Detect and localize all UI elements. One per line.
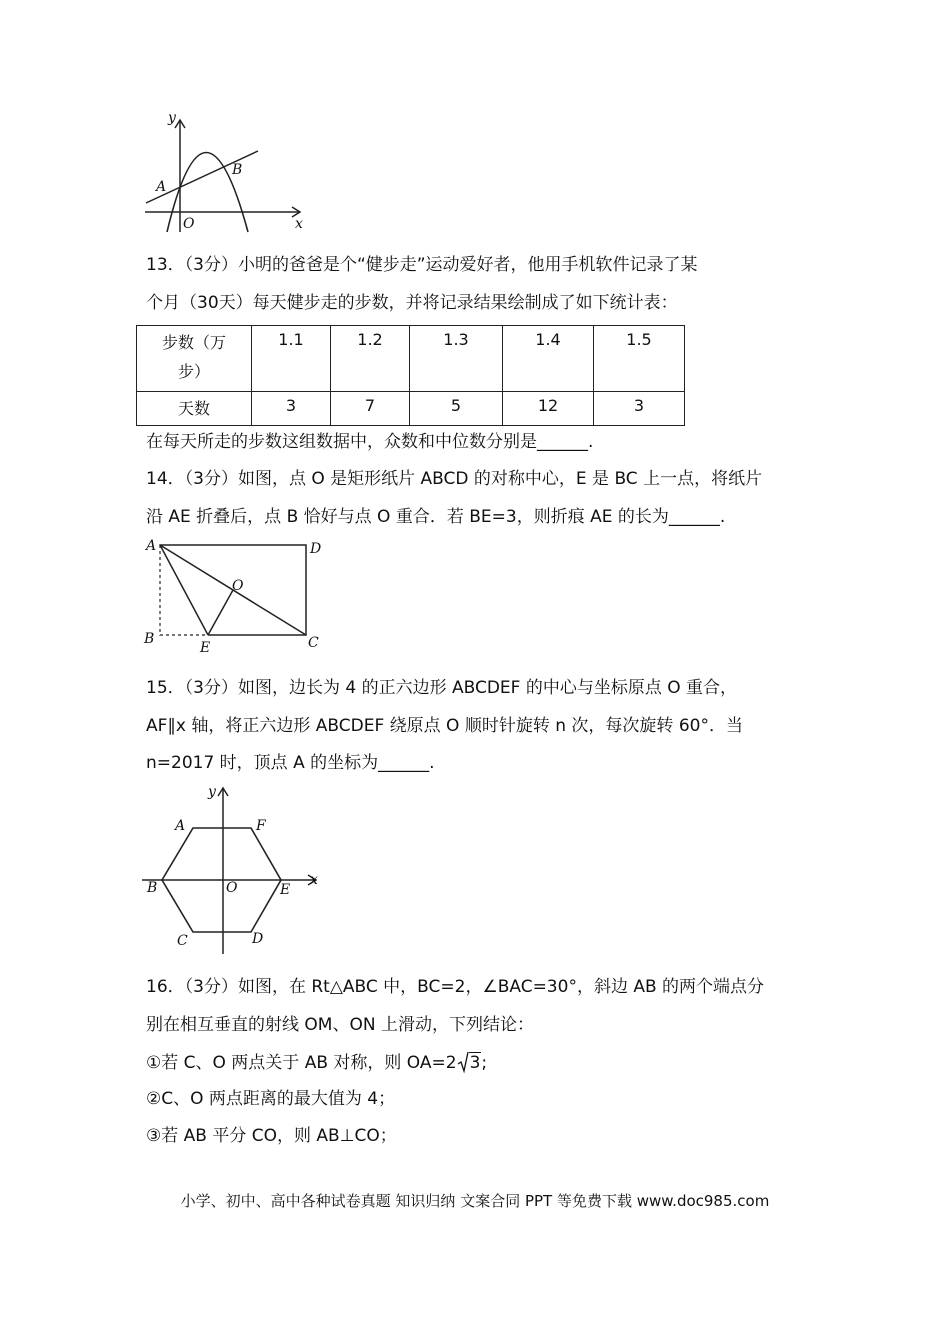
q16-conclusion1 [146, 1050, 487, 1075]
hexagon-figure [140, 780, 330, 955]
page-footer: 小学、初中、高中各种试卷真题 知识归纳 文案合同 PPT 等免费下载 www.doc985.com [180, 1192, 770, 1210]
parabola-line-figure [140, 108, 310, 236]
header-label-line1: 步数（万 [161, 333, 226, 352]
fig15-y-label: y [208, 784, 216, 800]
rectangle-fold-figure [140, 535, 340, 659]
sqrt-expression [457, 1050, 482, 1075]
table-cell: 3 [252, 392, 331, 426]
steps-table [136, 325, 685, 426]
q15-line3: n=2017 时，顶点 A 的坐标为______. [146, 753, 435, 773]
table-cell: 1.4 [503, 326, 594, 392]
radical-sign-icon [457, 1050, 469, 1074]
days-label-cell: 天数 [137, 392, 252, 426]
fig15-d-label: D [252, 931, 264, 947]
table-cell: 5 [410, 392, 503, 426]
fig14-c-label: C [308, 635, 319, 651]
fig12-b-label: B [232, 162, 243, 178]
q14-line2: 沿 AE 折叠后，点 B 恰好与点 O 重合．若 BE=3，则折痕 AE 的长为______. [146, 507, 726, 527]
table-cell: 1.1 [252, 326, 331, 392]
q16-c1-text: ①若 C、O 两点关于 AB 对称，则 OA=2 [146, 1053, 457, 1073]
fig15-f-label: F [256, 818, 266, 834]
table-cell: 3 [594, 392, 685, 426]
fig12-x-label: x [295, 216, 303, 232]
q16-line2: 别在相互垂直的射线 OM、ON 上滑动，下列结论： [146, 1015, 534, 1035]
q16-line1: 16．（3分）如图，在 Rt△ABC 中，BC=2，∠BAC=30°，斜边 AB 的两个端点分 [146, 977, 765, 997]
q15-line2: AF∥x 轴，将正六边形 ABCDEF 绕原点 O 顺时针旋转 n 次，每次旋转 60°．当 [146, 716, 743, 736]
fig15-a-label: A [175, 818, 186, 834]
q16-conclusion2: ②C、O 两点距离的最大值为 4； [146, 1089, 396, 1109]
fig12-a-label: A [156, 179, 167, 195]
q13-line3: 在每天所走的步数这组数据中，众数和中位数分别是______. [146, 432, 594, 452]
q15-line1: 15．（3分）如图，边长为 4 的正六边形 ABCDEF 的中心与坐标原点 O 重合， [146, 678, 738, 698]
table-cell: 12 [503, 392, 594, 426]
table-cell: 1.3 [410, 326, 503, 392]
table-cell: 1.2 [331, 326, 410, 392]
fig12-y-label: y [168, 110, 176, 126]
q13-line2: 个月（30天）每天健步走的步数，并将记录结果绘制成了如下统计表： [146, 293, 678, 313]
fig15-c-label: C [177, 933, 188, 949]
table-row [137, 326, 685, 392]
fig14-d-label: D [310, 541, 322, 557]
q16-conclusion3: ③若 AB 平分 CO，则 AB⊥CO； [146, 1126, 397, 1146]
fig15-x-label: x [310, 872, 318, 888]
header-label-line2: 步） [177, 362, 210, 381]
radicand: 3 [469, 1053, 481, 1073]
table-cell: 7 [331, 392, 410, 426]
table-cell: 1.5 [594, 326, 685, 392]
fig14-e-label: E [200, 640, 211, 656]
fig15-e-label: E [280, 882, 291, 898]
fig14-o-label: O [232, 578, 244, 594]
fig15-b-label: B [147, 880, 158, 896]
q14-line1: 14．（3分）如图，点 O 是矩形纸片 ABCD 的对称中心，E 是 BC 上一点，将纸片 [146, 469, 763, 489]
q13-line1: 13．（3分）小明的爸爸是个“健步走”运动爱好者，他用手机软件记录了某 [146, 255, 698, 275]
q16-c1-end: ; [481, 1053, 488, 1073]
fig14-a-label: A [146, 538, 157, 554]
header-cell [137, 326, 252, 392]
fig15-o-label: O [226, 880, 238, 896]
fig14-b-label: B [144, 631, 155, 647]
fig12-o-label: O [183, 216, 195, 232]
table-row [137, 392, 685, 426]
